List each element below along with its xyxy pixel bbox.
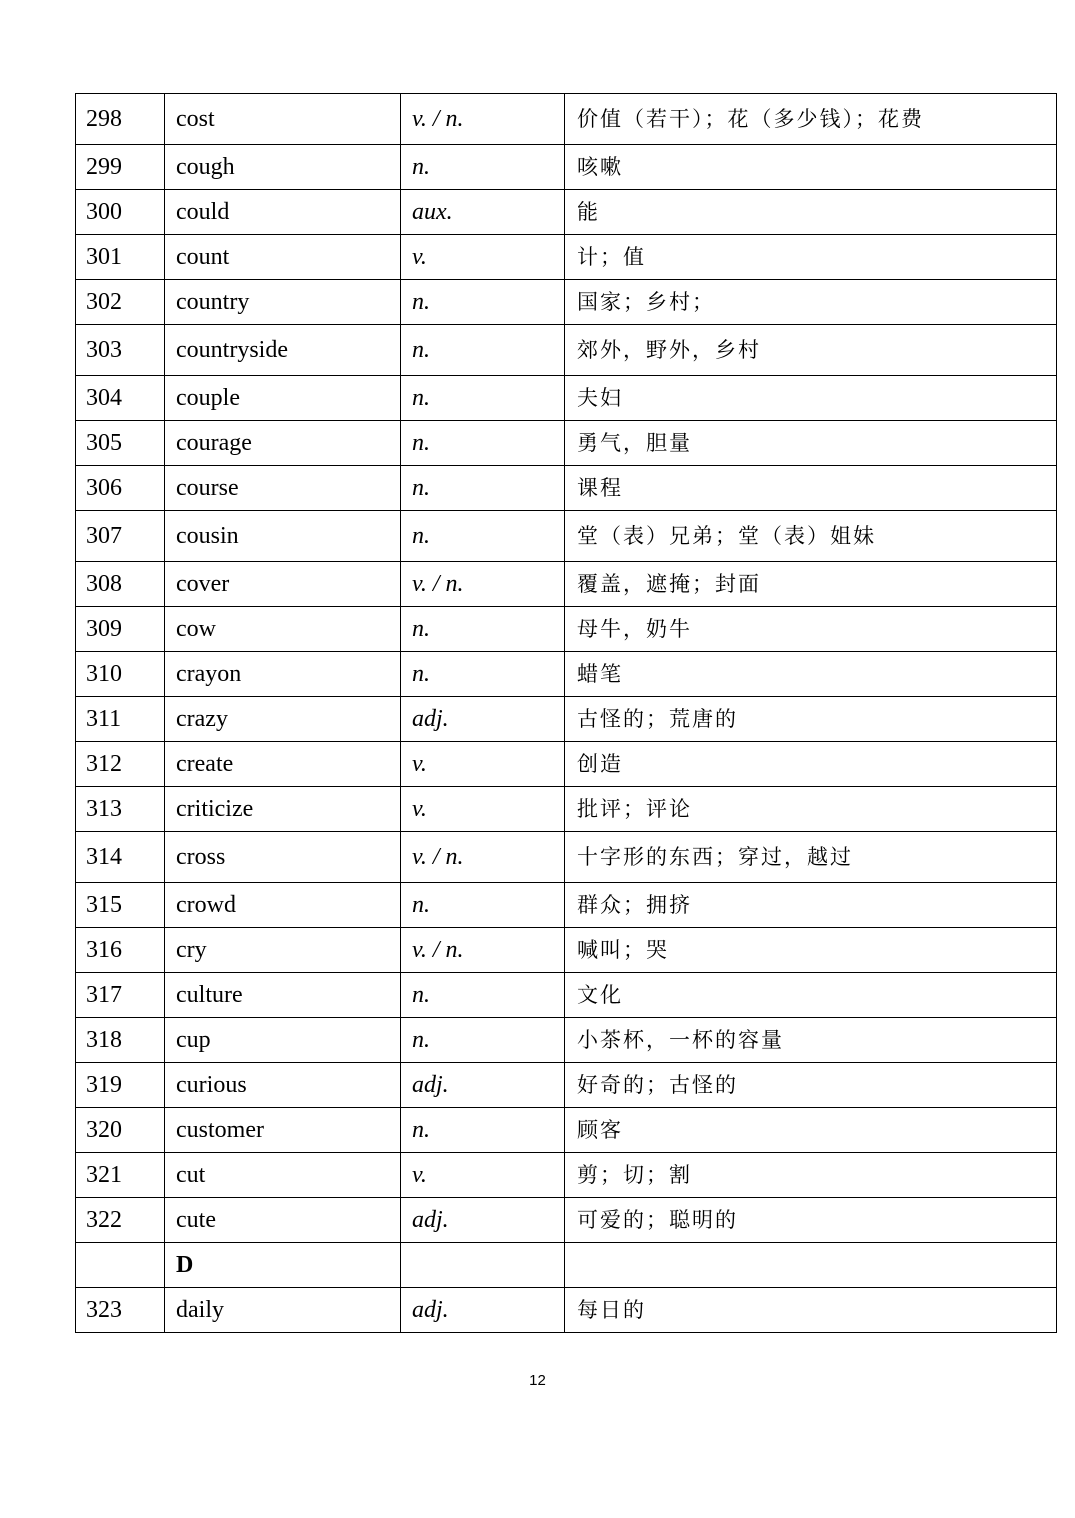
table-row (76, 1108, 1057, 1153)
entry-number: 322 (76, 1198, 165, 1243)
entry-word: cross (165, 832, 401, 883)
entry-meaning: 郊外，野外，乡村 (565, 325, 1057, 376)
table-row (76, 421, 1057, 466)
table-row (76, 928, 1057, 973)
entry-number: 315 (76, 883, 165, 928)
table-row (76, 94, 1057, 145)
entry-meaning: 批评；评论 (565, 787, 1057, 832)
entry-meaning: 国家；乡村； (565, 280, 1057, 325)
entry-word: cute (165, 1198, 401, 1243)
entry-part-of-speech: n. (401, 973, 565, 1018)
entry-meaning: 顾客 (565, 1108, 1057, 1153)
entry-word: cup (165, 1018, 401, 1063)
table-row (76, 697, 1057, 742)
entry-meaning: 课程 (565, 466, 1057, 511)
entry-word: course (165, 466, 401, 511)
entry-part-of-speech: v. / n. (401, 832, 565, 883)
entry-word: cry (165, 928, 401, 973)
entry-part-of-speech: n. (401, 421, 565, 466)
entry-part-of-speech: n. (401, 466, 565, 511)
entry-word: crowd (165, 883, 401, 928)
table-row (76, 652, 1057, 697)
table-row (76, 742, 1057, 787)
entry-meaning: 小茶杯，一杯的容量 (565, 1018, 1057, 1063)
entry-word: cow (165, 607, 401, 652)
entry-meaning: 蜡笔 (565, 652, 1057, 697)
entry-number: 312 (76, 742, 165, 787)
entry-part-of-speech: adj. (401, 1288, 565, 1333)
entry-part-of-speech: n. (401, 652, 565, 697)
entry-part-of-speech: v. (401, 235, 565, 280)
entry-number: 299 (76, 145, 165, 190)
entry-part-of-speech: v. (401, 1153, 565, 1198)
entry-number: 306 (76, 466, 165, 511)
entry-part-of-speech (401, 1243, 565, 1288)
entry-number: 318 (76, 1018, 165, 1063)
entry-part-of-speech: n. (401, 145, 565, 190)
entry-meaning: 每日的 (565, 1288, 1057, 1333)
entry-meaning: 夫妇 (565, 376, 1057, 421)
table-row (76, 376, 1057, 421)
section-header-row (76, 1243, 1057, 1288)
table-row (76, 973, 1057, 1018)
entry-number: 303 (76, 325, 165, 376)
entry-word: count (165, 235, 401, 280)
entry-word: cover (165, 562, 401, 607)
entry-meaning: 母牛，奶牛 (565, 607, 1057, 652)
table-row (76, 607, 1057, 652)
entry-word: create (165, 742, 401, 787)
table-row (76, 325, 1057, 376)
entry-word: crazy (165, 697, 401, 742)
entry-number: 314 (76, 832, 165, 883)
entry-number: 323 (76, 1288, 165, 1333)
entry-meaning: 堂（表）兄弟；堂（表）姐妹 (565, 511, 1057, 562)
entry-part-of-speech: n. (401, 1018, 565, 1063)
entry-part-of-speech: n. (401, 325, 565, 376)
entry-meaning: 覆盖，遮掩；封面 (565, 562, 1057, 607)
table-row (76, 1153, 1057, 1198)
entry-part-of-speech: n. (401, 376, 565, 421)
entry-part-of-speech: adj. (401, 1063, 565, 1108)
entry-meaning: 创造 (565, 742, 1057, 787)
table-row (76, 1288, 1057, 1333)
table-row (76, 1198, 1057, 1243)
entry-meaning: 文化 (565, 973, 1057, 1018)
table-row (76, 787, 1057, 832)
vocabulary-table (75, 93, 1057, 1333)
table-row (76, 466, 1057, 511)
entry-part-of-speech: v. / n. (401, 562, 565, 607)
entry-number: 311 (76, 697, 165, 742)
entry-number: 308 (76, 562, 165, 607)
entry-meaning: 咳嗽 (565, 145, 1057, 190)
entry-meaning: 勇气，胆量 (565, 421, 1057, 466)
entry-word: customer (165, 1108, 401, 1153)
entry-word: cut (165, 1153, 401, 1198)
entry-meaning: 好奇的；古怪的 (565, 1063, 1057, 1108)
entry-word: curious (165, 1063, 401, 1108)
entry-part-of-speech: aux. (401, 190, 565, 235)
table-row (76, 235, 1057, 280)
entry-part-of-speech: n. (401, 280, 565, 325)
entry-meaning: 十字形的东西；穿过，越过 (565, 832, 1057, 883)
entry-number: 317 (76, 973, 165, 1018)
entry-part-of-speech: n. (401, 511, 565, 562)
entry-word: countryside (165, 325, 401, 376)
entry-number: 316 (76, 928, 165, 973)
section-letter: D (165, 1243, 401, 1288)
entry-part-of-speech: v. (401, 742, 565, 787)
table-row (76, 145, 1057, 190)
entry-part-of-speech: v. / n. (401, 928, 565, 973)
entry-number: 310 (76, 652, 165, 697)
entry-part-of-speech: adj. (401, 697, 565, 742)
table-row (76, 511, 1057, 562)
entry-word: criticize (165, 787, 401, 832)
entry-meaning: 价值（若干）；花（多少钱）；花费 (565, 94, 1057, 145)
entry-part-of-speech: v. (401, 787, 565, 832)
entry-number: 319 (76, 1063, 165, 1108)
entry-meaning: 剪；切；割 (565, 1153, 1057, 1198)
entry-meaning: 古怪的；荒唐的 (565, 697, 1057, 742)
entry-meaning: 群众；拥挤 (565, 883, 1057, 928)
entry-number: 305 (76, 421, 165, 466)
entry-number: 320 (76, 1108, 165, 1153)
entry-meaning: 计；值 (565, 235, 1057, 280)
entry-word: couple (165, 376, 401, 421)
entry-number: 313 (76, 787, 165, 832)
entry-number: 300 (76, 190, 165, 235)
entry-number: 309 (76, 607, 165, 652)
entry-word: could (165, 190, 401, 235)
entry-number: 307 (76, 511, 165, 562)
entry-meaning (565, 1243, 1057, 1288)
entry-word: cough (165, 145, 401, 190)
table-row (76, 1018, 1057, 1063)
entry-word: courage (165, 421, 401, 466)
entry-word: culture (165, 973, 401, 1018)
entry-number: 321 (76, 1153, 165, 1198)
table-row (76, 280, 1057, 325)
entry-word: daily (165, 1288, 401, 1333)
entry-meaning: 喊叫；哭 (565, 928, 1057, 973)
entry-number: 298 (76, 94, 165, 145)
table-row (76, 883, 1057, 928)
entry-meaning: 可爱的；聪明的 (565, 1198, 1057, 1243)
entry-part-of-speech: n. (401, 883, 565, 928)
vocabulary-table-body (76, 94, 1057, 1333)
entry-word: cost (165, 94, 401, 145)
page-number: 12 (529, 1372, 546, 1389)
entry-word: country (165, 280, 401, 325)
entry-word: cousin (165, 511, 401, 562)
entry-part-of-speech: v. / n. (401, 94, 565, 145)
entry-number: 304 (76, 376, 165, 421)
entry-part-of-speech: n. (401, 1108, 565, 1153)
entry-number: 302 (76, 280, 165, 325)
table-row (76, 832, 1057, 883)
entry-part-of-speech: n. (401, 607, 565, 652)
entry-number: 301 (76, 235, 165, 280)
table-row (76, 190, 1057, 235)
entry-meaning: 能 (565, 190, 1057, 235)
entry-number (76, 1243, 165, 1288)
table-row (76, 1063, 1057, 1108)
entry-part-of-speech: adj. (401, 1198, 565, 1243)
table-row (76, 562, 1057, 607)
entry-word: crayon (165, 652, 401, 697)
